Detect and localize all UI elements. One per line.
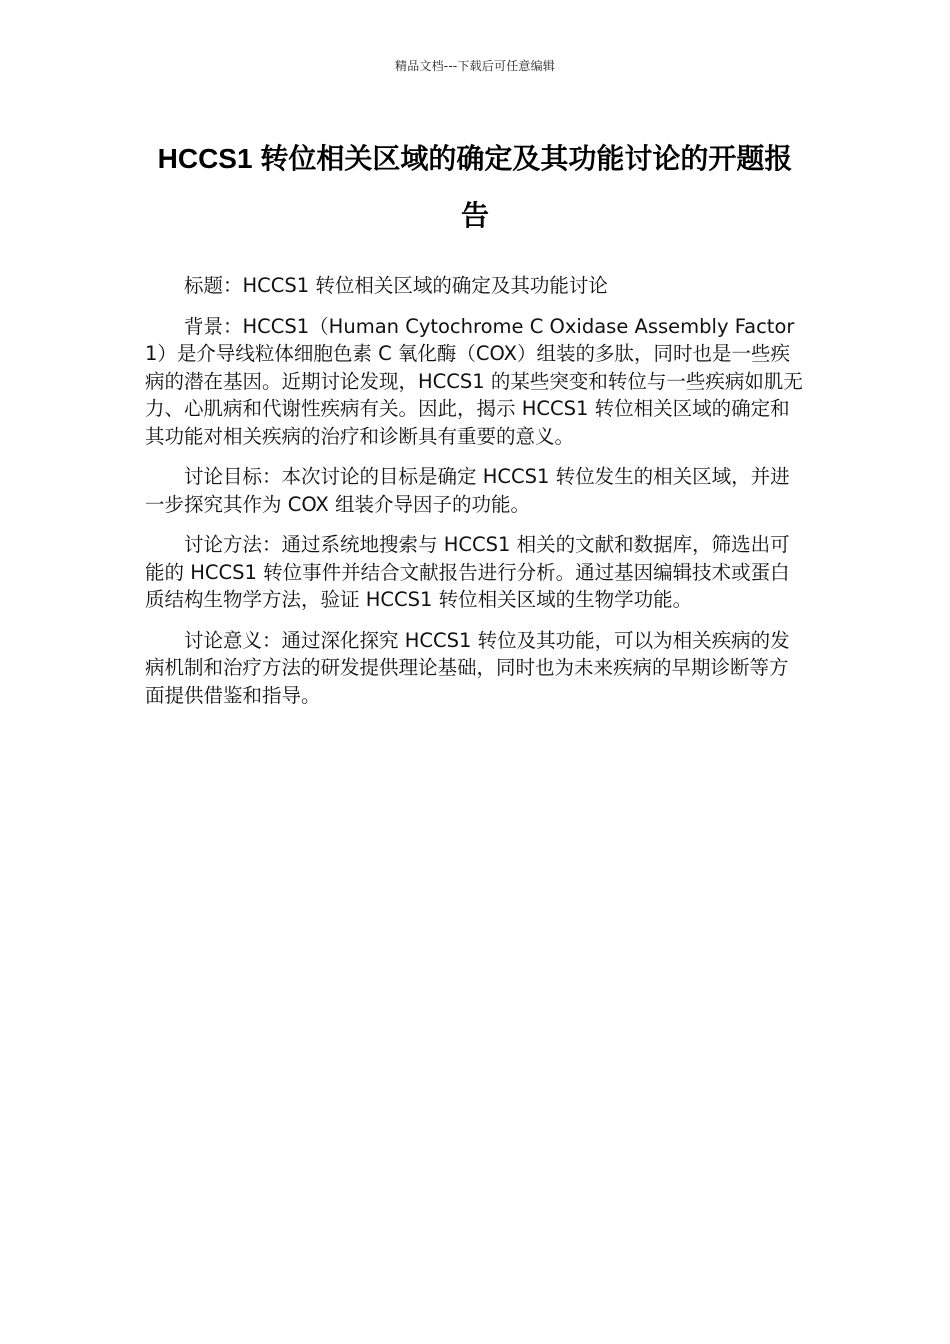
document-body: [145, 272, 807, 722]
paragraph-significance: 讨论意义：通过深化探究 HCCS1 转位及其功能，可以为相关疾病的发病机制和治疗方法的研发提供理论基础，同时也为未来疾病的早期诊断等方面提供借鉴和指导。: [145, 628, 790, 707]
header-note: 精品文档---下载后可任意编辑: [395, 59, 555, 73]
paragraph-subject: 标题：HCCS1 转位相关区域的确定及其功能讨论: [184, 274, 608, 297]
paragraph-method: 讨论方法：通过系统地搜索与 HCCS1 相关的文献和数据库，筛选出可能的 HCCS1 转位事件并结合文献报告进行分析。通过基因编辑技术或蛋白质结构生物学方法，验证 HCCS1 转位相关区域的生物学功能。: [145, 533, 790, 611]
document-title: HCCS1 转位相关区域的确定及其功能讨论的开题报告: [157, 143, 793, 231]
paragraph-objective: 讨论目标：本次讨论的目标是确定 HCCS1 转位发生的相关区域，并进一步探究其作为 COX 组装介导因子的功能。: [145, 465, 790, 516]
paragraph-background: 背景：HCCS1（Human Cytochrome C Oxidase Assembly Factor 1）是介导线粒体细胞色素 C 氧化酶（COX）组装的多肽，同时也是一些疾病的潜在基因。近期讨论发现，HCCS1 的某些突变和转位与一些疾病如肌无力、心肌病和代谢性疾病有关。因此，揭示 HCCS1 转位相关区域的确定和其功能对相关疾病的治疗和诊断具有重要的意义。: [145, 314, 803, 448]
